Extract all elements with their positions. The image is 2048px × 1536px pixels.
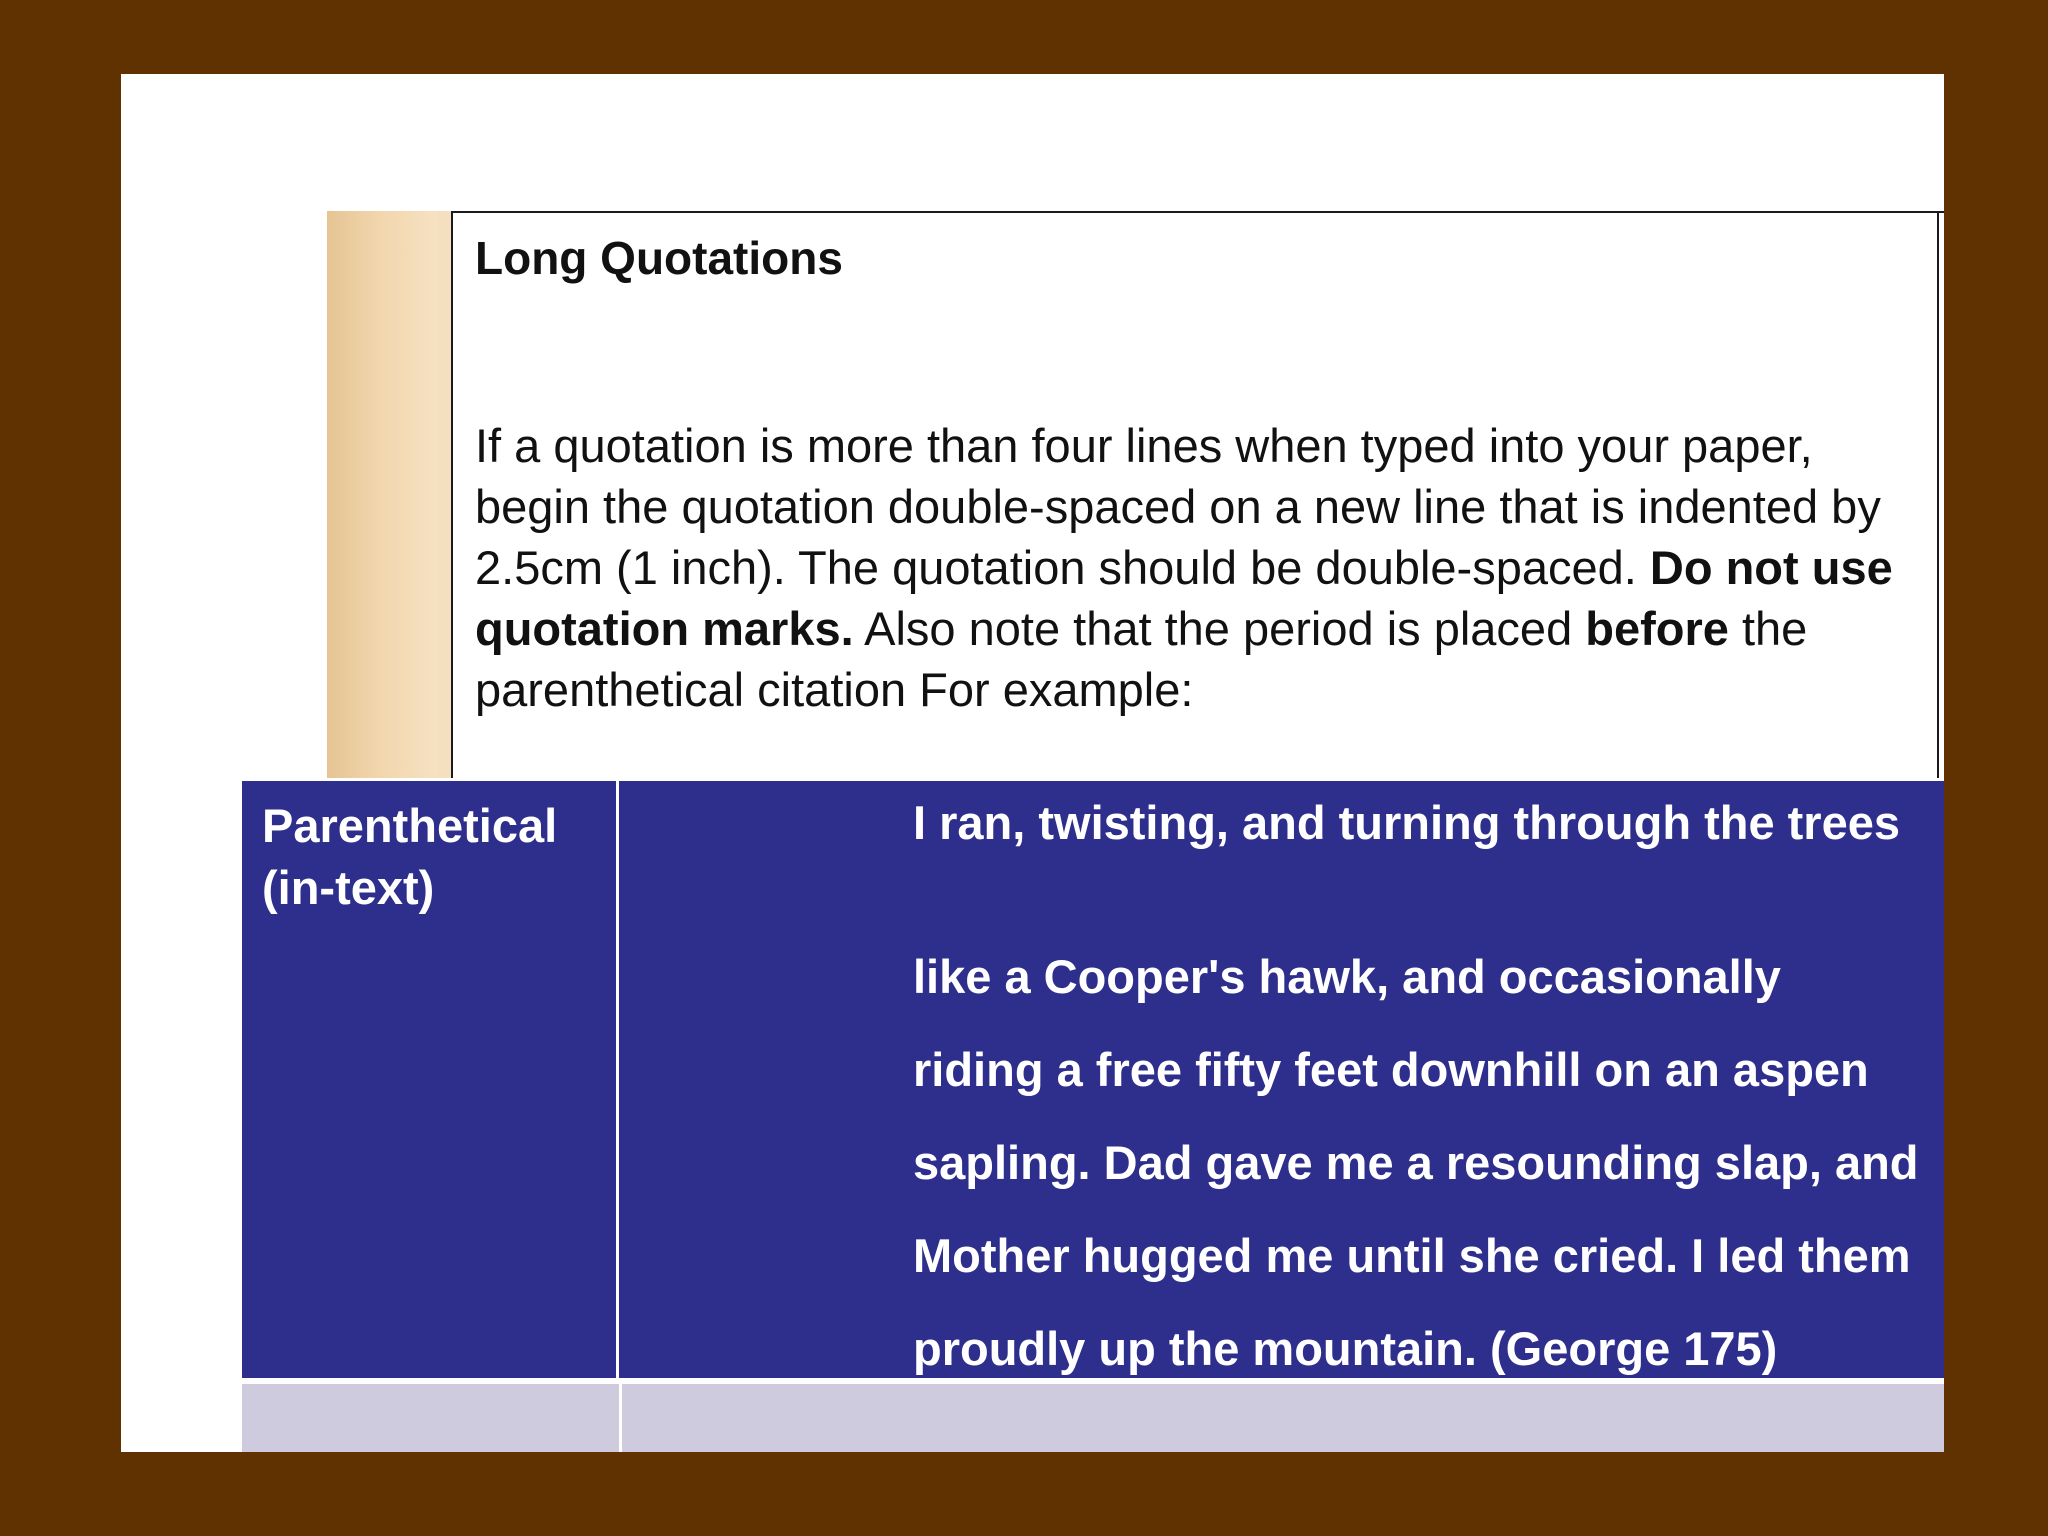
- table-row-empty: [242, 1384, 1944, 1452]
- quote-line: riding a free fifty feet downhill on an aspen: [913, 1043, 1869, 1096]
- body-text-bold: before: [1585, 602, 1729, 655]
- decorative-frame-left: [327, 211, 437, 781]
- quote-line: Mother hugged me until she cried. I led them: [913, 1229, 1911, 1282]
- text-box: [451, 211, 1944, 781]
- table-cell-separator: [619, 1384, 622, 1452]
- body-text-part: If a quotation is more than four lines when typed into your paper, begin the quotation double-spaced on a new line that is indented by 2.5cm (1 inch). The quotation should be double-spaced.: [475, 419, 1881, 594]
- slide-body-text: [475, 415, 1935, 720]
- text-box-border-line: [1937, 213, 1939, 779]
- quote-line: sapling. Dad gave me a resounding slap, and: [913, 1136, 1919, 1189]
- body-text-bold: Do not use quotation marks.: [475, 541, 1893, 655]
- slide-heading: Long Quotations: [475, 232, 843, 284]
- body-text-part: Also note that the period is placed: [853, 602, 1586, 655]
- slide: [121, 74, 1944, 1452]
- citation-type-label: Parenthetical (in-text): [262, 799, 558, 914]
- citation-table: [242, 778, 1944, 1452]
- table-row: [242, 778, 1944, 1378]
- quote-line: I ran, twisting, and turning through the trees: [913, 796, 1900, 849]
- table-cell-quote: [619, 781, 1944, 1378]
- quote-line: like a Cooper's hawk, and occasionally: [913, 950, 1781, 1003]
- table-cell-label: [242, 781, 619, 1378]
- body-text-part: the parenthetical citation For example:: [475, 602, 1808, 716]
- quote-line: proudly up the mountain. (George 175): [913, 1322, 1778, 1375]
